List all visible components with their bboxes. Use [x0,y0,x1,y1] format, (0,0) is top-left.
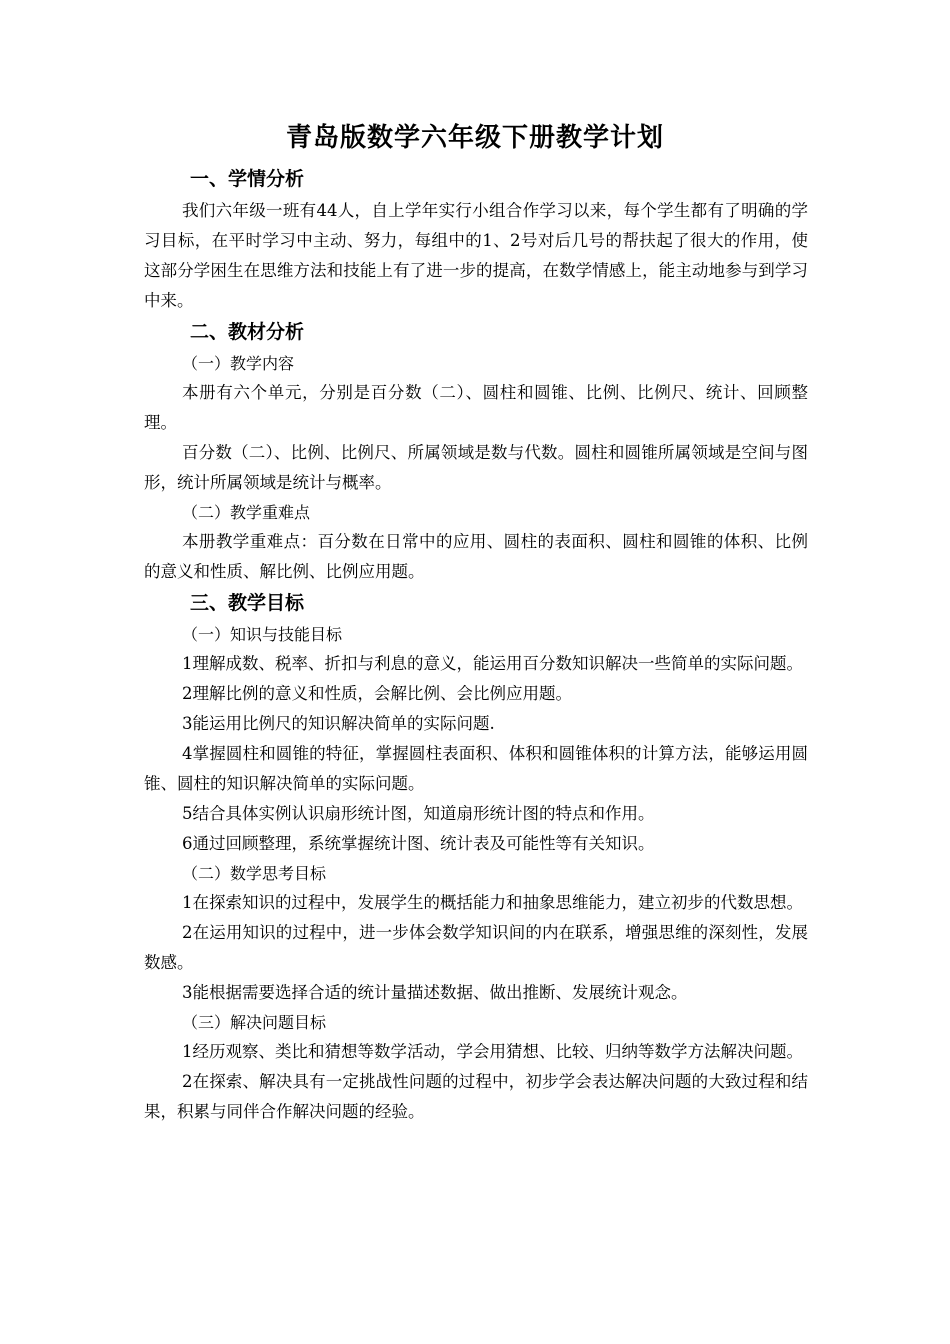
subheading-key-points: （二）教学重难点 [182,503,311,522]
list-item: 3能运用比例尺的知识解决简单的实际问题. [182,714,495,733]
subheading-thinking-goals: （二）数学思考目标 [182,864,327,883]
subheading-teaching-content: （一）教学内容 [182,354,295,373]
paragraph: 本册教学重难点：百分数在日常中的应用、圆柱的表面积、圆柱和圆锥的体积、比例的意义和性质、解比例、比例应用题。 [144,532,808,581]
paragraph: 我们六年级一班有44人，自上学年实行小组合作学习以来，每个学生都有了明确的学习目标，在平时学习中主动、努力，每组中的1、2号对后几号的帮扶起了很大的作用，使这部分学困生在思维方法和技能上有了进一步的提高，在数学情感上，能主动地参与到学习中来。 [144,201,808,310]
list-item: 1在探索知识的过程中，发展学生的概括能力和抽象思维能力，建立初步的代数思想。 [182,893,803,912]
section-heading-teaching-goals: 三、教学目标 [190,592,305,614]
list-item: 1理解成数、税率、折扣与利息的意义，能运用百分数知识解决一些简单的实际问题。 [182,654,803,673]
document-title: 青岛版数学六年级下册教学计划 [285,123,664,153]
subheading-problem-solving-goals: （三）解决问题目标 [182,1013,327,1032]
list-item: 2在探索、解决具有一定挑战性问题的过程中，初步学会表达解决问题的大致过程和结果，积累与同伴合作解决问题的经验。 [144,1072,808,1121]
paragraph: 百分数（二）、比例、比例尺、所属领域是数与代数。圆柱和圆锥所属领域是空间与图形，统计所属领域是统计与概率。 [144,443,808,492]
paragraph: 本册有六个单元，分别是百分数（二）、圆柱和圆锥、比例、比例尺、统计、回顾整理。 [144,383,808,432]
section-heading-textbook-analysis: 二、教材分析 [190,321,305,343]
list-item: 4掌握圆柱和圆锥的特征，掌握圆柱表面积、体积和圆锥体积的计算方法，能够运用圆锥、圆柱的知识解决简单的实际问题。 [144,744,808,793]
document-body [144,163,808,1127]
subheading-knowledge-goals: （一）知识与技能目标 [182,625,343,644]
list-item: 2理解比例的意义和性质，会解比例、会比例应用题。 [182,684,572,703]
list-item: 3能根据需要选择合适的统计量描述数据、做出推断、发展统计观念。 [182,983,688,1002]
list-item: 2在运用知识的过程中，进一步体会数学知识间的内在联系，增强思维的深刻性，发展数感。 [144,923,808,972]
list-item: 6通过回顾整理，系统掌握统计图、统计表及可能性等有关知识。 [182,834,655,853]
list-item: 1经历观察、类比和猜想等数学活动，学会用猜想、比较、归纳等数学方法解决问题。 [182,1042,803,1061]
list-item: 5结合具体实例认识扇形统计图，知道扇形统计图的特点和作用。 [182,804,655,823]
section-heading-learning-analysis: 一、学情分析 [190,168,305,190]
